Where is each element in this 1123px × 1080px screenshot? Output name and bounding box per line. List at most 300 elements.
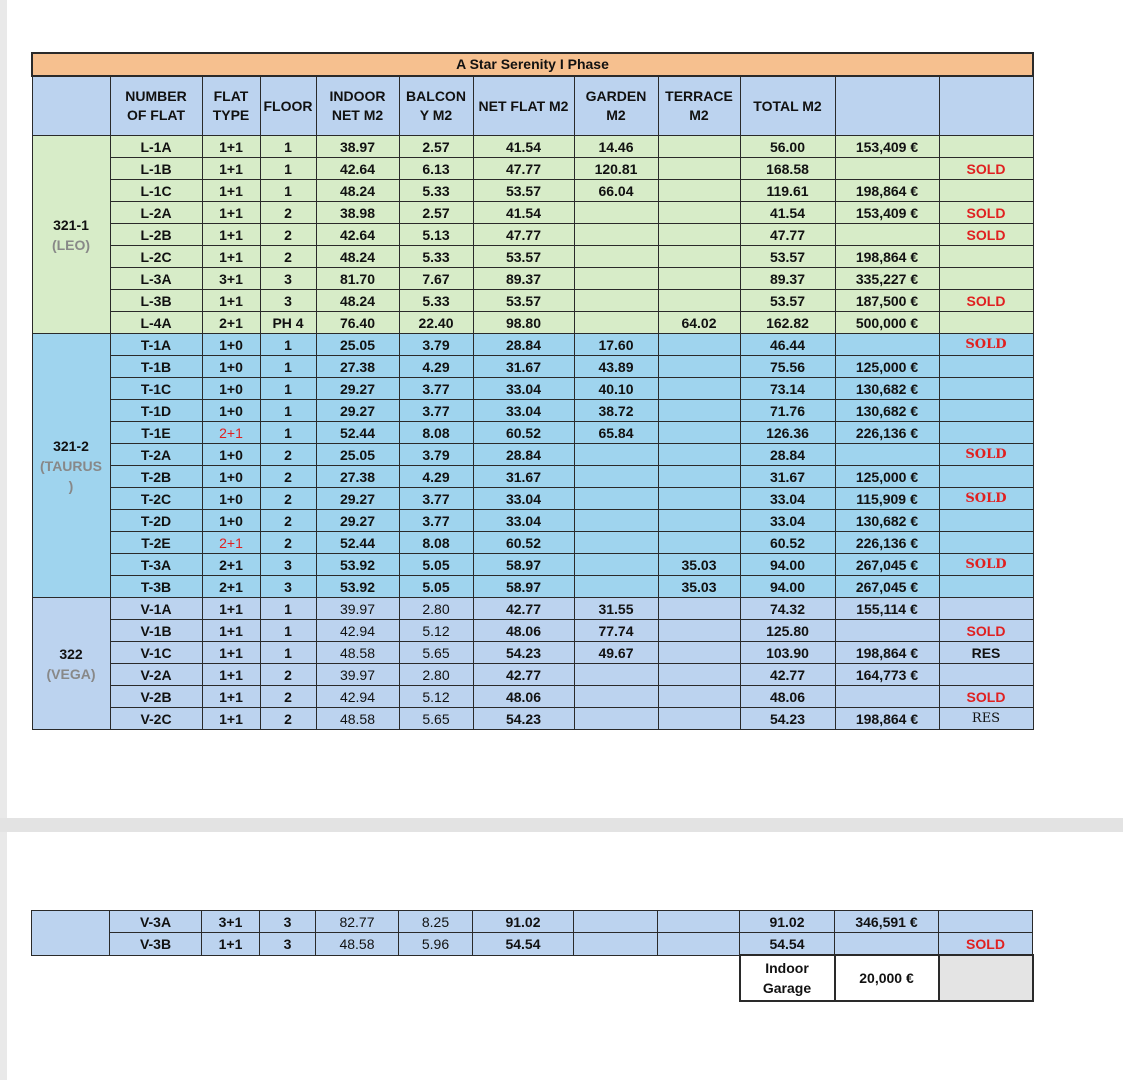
table-row — [32, 136, 1033, 158]
flat-number: V-2C — [110, 708, 202, 730]
floor: 2 — [260, 202, 316, 224]
flat-type: 1+0 — [202, 510, 260, 532]
table-row — [32, 686, 1033, 708]
indoor-net-m2: 48.58 — [316, 642, 399, 664]
status-badge — [939, 664, 1033, 686]
floor: 1 — [260, 598, 316, 620]
total-m2: 33.04 — [740, 510, 835, 532]
table-row — [32, 488, 1033, 510]
total-m2: 31.67 — [740, 466, 835, 488]
table-row — [32, 224, 1033, 246]
net-flat-m2: 33.04 — [473, 400, 574, 422]
price-table — [31, 52, 1034, 730]
indoor-net-m2: 81.70 — [316, 268, 399, 290]
indoor-net-m2: 52.44 — [316, 532, 399, 554]
flat-number: V-1C — [110, 642, 202, 664]
net-flat-m2: 47.77 — [473, 224, 574, 246]
price: 267,045 € — [835, 576, 939, 598]
garden-m2 — [574, 224, 658, 246]
table-row — [32, 466, 1033, 488]
indoor-net-m2: 48.58 — [316, 708, 399, 730]
flat-number: T-1A — [110, 334, 202, 356]
terrace-m2 — [658, 180, 740, 202]
garden-m2: 66.04 — [574, 180, 658, 202]
balcony-m2: 4.29 — [399, 466, 473, 488]
floor: 2 — [260, 488, 316, 510]
garden-m2: 40.10 — [574, 378, 658, 400]
table-row — [32, 933, 1033, 956]
indoor-net-m2: 29.27 — [316, 378, 399, 400]
flat-number: V-3A — [110, 911, 202, 933]
status-badge — [939, 268, 1033, 290]
price — [835, 224, 939, 246]
indoor-net-m2: 48.24 — [316, 246, 399, 268]
total-m2: 47.77 — [740, 224, 835, 246]
terrace-m2 — [658, 620, 740, 642]
floor: 2 — [260, 664, 316, 686]
balcony-m2: 5.65 — [399, 708, 473, 730]
balcony-m2: 2.80 — [399, 664, 473, 686]
price: 198,864 € — [835, 708, 939, 730]
price — [835, 933, 939, 956]
price: 155,114 € — [835, 598, 939, 620]
garden-m2 — [574, 510, 658, 532]
indoor-net-m2: 38.98 — [316, 202, 399, 224]
total-m2: 54.23 — [740, 708, 835, 730]
floor: 2 — [260, 510, 316, 532]
status-badge: RES — [939, 708, 1033, 730]
table-row — [32, 246, 1033, 268]
floor: 1 — [260, 422, 316, 444]
total-m2: 48.06 — [740, 686, 835, 708]
net-flat-m2: 53.57 — [473, 246, 574, 268]
floor: 1 — [260, 378, 316, 400]
total-m2: 162.82 — [740, 312, 835, 334]
net-flat-m2: 53.57 — [473, 290, 574, 312]
header-number: NUMBER OF FLAT — [110, 76, 202, 136]
terrace-m2 — [658, 911, 740, 933]
status-badge: SOLD — [939, 158, 1033, 180]
terrace-m2 — [658, 246, 740, 268]
terrace-m2 — [658, 510, 740, 532]
terrace-m2 — [658, 933, 740, 956]
net-flat-m2: 54.23 — [473, 642, 574, 664]
net-flat-m2: 42.77 — [473, 598, 574, 620]
table-row — [32, 642, 1033, 664]
indoor-net-m2: 48.24 — [316, 180, 399, 202]
total-m2: 71.76 — [740, 400, 835, 422]
net-flat-m2: 28.84 — [473, 334, 574, 356]
flat-type: 1+1 — [202, 620, 260, 642]
net-flat-m2: 98.80 — [473, 312, 574, 334]
table-row — [32, 554, 1033, 576]
price: 267,045 € — [835, 554, 939, 576]
status-badge — [939, 400, 1033, 422]
flat-type: 1+1 — [202, 933, 260, 956]
balcony-m2: 3.77 — [399, 488, 473, 510]
table-title: A Star Serenity I Phase — [32, 53, 1033, 76]
balcony-m2: 5.12 — [399, 686, 473, 708]
table-row — [32, 911, 1033, 933]
total-m2: 53.57 — [740, 246, 835, 268]
group-label-vega-continued — [32, 911, 110, 956]
status-badge: SOLD — [939, 202, 1033, 224]
status-badge: SOLD — [939, 224, 1033, 246]
garden-m2 — [574, 933, 658, 956]
flat-type: 2+1 — [202, 422, 260, 444]
total-m2: 46.44 — [740, 334, 835, 356]
garden-m2 — [574, 312, 658, 334]
balcony-m2: 3.77 — [399, 378, 473, 400]
total-m2: 73.14 — [740, 378, 835, 400]
terrace-m2 — [658, 400, 740, 422]
garden-m2: 14.46 — [574, 136, 658, 158]
terrace-m2 — [658, 334, 740, 356]
garden-m2 — [574, 532, 658, 554]
balcony-m2: 5.33 — [399, 290, 473, 312]
balcony-m2: 2.57 — [399, 136, 473, 158]
table-row — [32, 444, 1033, 466]
header-total: TOTAL M2 — [740, 76, 835, 136]
total-m2: 103.90 — [740, 642, 835, 664]
indoor-net-m2: 42.64 — [316, 224, 399, 246]
table-row — [32, 576, 1033, 598]
balcony-m2: 5.33 — [399, 180, 473, 202]
price — [835, 158, 939, 180]
group-code: 321-2 — [53, 437, 89, 454]
price: 226,136 € — [835, 422, 939, 444]
terrace-m2 — [658, 136, 740, 158]
balcony-m2: 5.33 — [399, 246, 473, 268]
flat-number: V-2A — [110, 664, 202, 686]
floor: 1 — [260, 136, 316, 158]
floor: 3 — [260, 576, 316, 598]
terrace-m2 — [658, 466, 740, 488]
balcony-m2: 5.65 — [399, 642, 473, 664]
flat-number: T-2C — [110, 488, 202, 510]
flat-type: 1+0 — [202, 488, 260, 510]
terrace-m2 — [658, 422, 740, 444]
terrace-m2 — [658, 686, 740, 708]
balcony-m2: 2.80 — [399, 598, 473, 620]
net-flat-m2: 41.54 — [473, 136, 574, 158]
flat-type: 2+1 — [202, 576, 260, 598]
floor: 1 — [260, 180, 316, 202]
flat-type: 1+1 — [202, 136, 260, 158]
total-m2: 33.04 — [740, 488, 835, 510]
floor: 1 — [260, 400, 316, 422]
indoor-net-m2: 25.05 — [316, 444, 399, 466]
floor: 1 — [260, 642, 316, 664]
table-row — [32, 202, 1033, 224]
table-row — [32, 334, 1033, 356]
table-row — [32, 510, 1033, 532]
flat-number: T-1B — [110, 356, 202, 378]
net-flat-m2: 54.54 — [473, 933, 574, 956]
garden-m2: 77.74 — [574, 620, 658, 642]
flat-number: T-2A — [110, 444, 202, 466]
price: 164,773 € — [835, 664, 939, 686]
flat-type: 1+1 — [202, 180, 260, 202]
total-m2: 89.37 — [740, 268, 835, 290]
garden-m2: 49.67 — [574, 642, 658, 664]
title-row — [32, 53, 1033, 76]
total-m2: 75.56 — [740, 356, 835, 378]
status-badge — [939, 422, 1033, 444]
flat-type: 1+1 — [202, 202, 260, 224]
total-m2: 94.00 — [740, 576, 835, 598]
balcony-m2: 5.05 — [399, 576, 473, 598]
flat-number: V-3B — [110, 933, 202, 956]
price — [835, 686, 939, 708]
indoor-net-m2: 29.27 — [316, 400, 399, 422]
header-status — [939, 76, 1033, 136]
floor: 2 — [260, 246, 316, 268]
price: 500,000 € — [835, 312, 939, 334]
indoor-net-m2: 27.38 — [316, 356, 399, 378]
garden-m2: 38.72 — [574, 400, 658, 422]
indoor-net-m2: 27.38 — [316, 466, 399, 488]
status-badge: SOLD — [939, 488, 1033, 510]
group-label-taurus — [32, 334, 110, 598]
flat-type: 1+0 — [202, 444, 260, 466]
flat-number: T-3A — [110, 554, 202, 576]
balcony-m2: 4.29 — [399, 356, 473, 378]
net-flat-m2: 58.97 — [473, 554, 574, 576]
floor: 1 — [260, 620, 316, 642]
floor: 2 — [260, 444, 316, 466]
indoor-net-m2: 39.97 — [316, 598, 399, 620]
garden-m2 — [574, 202, 658, 224]
status-badge: SOLD — [939, 554, 1033, 576]
flat-type: 2+1 — [202, 312, 260, 334]
garden-m2 — [574, 911, 658, 933]
flat-number: L-3A — [110, 268, 202, 290]
table-row — [32, 312, 1033, 334]
balcony-m2: 5.96 — [399, 933, 473, 956]
table-row — [32, 400, 1033, 422]
garden-m2: 17.60 — [574, 334, 658, 356]
net-flat-m2: 60.52 — [473, 532, 574, 554]
flat-number: V-2B — [110, 686, 202, 708]
terrace-m2 — [658, 664, 740, 686]
flat-number: T-2D — [110, 510, 202, 532]
status-badge — [939, 246, 1033, 268]
indoor-net-m2: 53.92 — [316, 554, 399, 576]
floor: 1 — [260, 334, 316, 356]
document-page-1 — [7, 0, 1123, 818]
flat-number: L-1A — [110, 136, 202, 158]
garage-label: Indoor Garage — [740, 955, 835, 1001]
status-badge — [939, 378, 1033, 400]
indoor-net-m2: 29.27 — [316, 488, 399, 510]
balcony-m2: 3.77 — [399, 400, 473, 422]
indoor-net-m2: 48.58 — [316, 933, 399, 956]
indoor-net-m2: 38.97 — [316, 136, 399, 158]
header-group — [32, 76, 110, 136]
flat-type: 1+1 — [202, 158, 260, 180]
balcony-m2: 5.12 — [399, 620, 473, 642]
indoor-net-m2: 82.77 — [316, 911, 399, 933]
total-m2: 74.32 — [740, 598, 835, 620]
balcony-m2: 6.13 — [399, 158, 473, 180]
price — [835, 444, 939, 466]
flat-type: 2+1 — [202, 554, 260, 576]
terrace-m2 — [658, 708, 740, 730]
floor: 3 — [260, 911, 316, 933]
garage-status — [939, 955, 1033, 1001]
terrace-m2 — [658, 290, 740, 312]
net-flat-m2: 33.04 — [473, 378, 574, 400]
total-m2: 91.02 — [740, 911, 835, 933]
terrace-m2: 35.03 — [658, 554, 740, 576]
floor: 2 — [260, 532, 316, 554]
terrace-m2 — [658, 356, 740, 378]
price: 130,682 € — [835, 510, 939, 532]
terrace-m2: 64.02 — [658, 312, 740, 334]
flat-number: T-1C — [110, 378, 202, 400]
status-badge: RES — [939, 642, 1033, 664]
price: 153,409 € — [835, 202, 939, 224]
price — [835, 620, 939, 642]
status-badge — [939, 312, 1033, 334]
table-row — [32, 532, 1033, 554]
status-badge — [939, 532, 1033, 554]
flat-type: 1+1 — [202, 290, 260, 312]
total-m2: 42.77 — [740, 664, 835, 686]
total-m2: 125.80 — [740, 620, 835, 642]
terrace-m2: 35.03 — [658, 576, 740, 598]
terrace-m2 — [658, 488, 740, 510]
total-m2: 94.00 — [740, 554, 835, 576]
table-row — [32, 664, 1033, 686]
price: 187,500 € — [835, 290, 939, 312]
garden-m2 — [574, 290, 658, 312]
price: 125,000 € — [835, 356, 939, 378]
table-row — [32, 620, 1033, 642]
status-badge — [939, 180, 1033, 202]
header-price — [835, 76, 939, 136]
flat-number: L-4A — [110, 312, 202, 334]
flat-number: L-1C — [110, 180, 202, 202]
net-flat-m2: 48.06 — [473, 686, 574, 708]
flat-type: 1+1 — [202, 664, 260, 686]
status-badge — [939, 356, 1033, 378]
group-label-leo — [32, 136, 110, 334]
total-m2: 53.57 — [740, 290, 835, 312]
garden-m2 — [574, 488, 658, 510]
net-flat-m2: 33.04 — [473, 488, 574, 510]
price: 198,864 € — [835, 642, 939, 664]
status-badge: SOLD — [939, 334, 1033, 356]
indoor-net-m2: 39.97 — [316, 664, 399, 686]
group-code: 321-1 — [53, 216, 89, 233]
header-balcony: BALCON Y M2 — [399, 76, 473, 136]
flat-type: 1+1 — [202, 708, 260, 730]
price: 130,682 € — [835, 400, 939, 422]
floor: 3 — [260, 268, 316, 290]
table-row — [32, 290, 1033, 312]
net-flat-m2: 42.77 — [473, 664, 574, 686]
flat-type: 3+1 — [202, 268, 260, 290]
header-net: NET FLAT M2 — [473, 76, 574, 136]
balcony-m2: 3.79 — [399, 444, 473, 466]
table-row — [32, 180, 1033, 202]
page-separator — [0, 818, 1123, 832]
balcony-m2: 5.05 — [399, 554, 473, 576]
net-flat-m2: 33.04 — [473, 510, 574, 532]
price — [835, 334, 939, 356]
header-garden: GARDEN M2 — [574, 76, 658, 136]
flat-type: 1+0 — [202, 400, 260, 422]
flat-number: V-1A — [110, 598, 202, 620]
terrace-m2 — [658, 532, 740, 554]
terrace-m2 — [658, 268, 740, 290]
total-m2: 60.52 — [740, 532, 835, 554]
terrace-m2 — [658, 378, 740, 400]
garden-m2 — [574, 554, 658, 576]
floor: 1 — [260, 356, 316, 378]
price: 125,000 € — [835, 466, 939, 488]
net-flat-m2: 91.02 — [473, 911, 574, 933]
balcony-m2: 2.57 — [399, 202, 473, 224]
flat-number: T-3B — [110, 576, 202, 598]
indoor-net-m2: 42.94 — [316, 620, 399, 642]
garden-m2: 65.84 — [574, 422, 658, 444]
indoor-net-m2: 25.05 — [316, 334, 399, 356]
garden-m2 — [574, 664, 658, 686]
balcony-m2: 8.25 — [399, 911, 473, 933]
terrace-m2 — [658, 642, 740, 664]
net-flat-m2: 31.67 — [473, 356, 574, 378]
total-m2: 168.58 — [740, 158, 835, 180]
balcony-m2: 5.13 — [399, 224, 473, 246]
flat-number: L-2C — [110, 246, 202, 268]
total-m2: 56.00 — [740, 136, 835, 158]
price: 198,864 € — [835, 180, 939, 202]
floor: PH 4 — [260, 312, 316, 334]
net-flat-m2: 48.06 — [473, 620, 574, 642]
floor: 2 — [260, 708, 316, 730]
status-badge: SOLD — [939, 290, 1033, 312]
price: 226,136 € — [835, 532, 939, 554]
flat-type: 1+1 — [202, 642, 260, 664]
terrace-m2 — [658, 598, 740, 620]
terrace-m2 — [658, 158, 740, 180]
status-badge — [939, 510, 1033, 532]
document-page-2 — [7, 832, 1123, 1080]
price: 115,909 € — [835, 488, 939, 510]
total-m2: 126.36 — [740, 422, 835, 444]
table-row — [32, 356, 1033, 378]
flat-type: 1+1 — [202, 246, 260, 268]
price: 198,864 € — [835, 246, 939, 268]
total-m2: 41.54 — [740, 202, 835, 224]
terrace-m2 — [658, 444, 740, 466]
flat-number: T-1E — [110, 422, 202, 444]
total-m2: 54.54 — [740, 933, 835, 956]
flat-number: L-3B — [110, 290, 202, 312]
garden-m2 — [574, 576, 658, 598]
price-table-continued — [31, 910, 1034, 1002]
net-flat-m2: 54.23 — [473, 708, 574, 730]
header-type: FLAT TYPE — [202, 76, 260, 136]
flat-number: V-1B — [110, 620, 202, 642]
terrace-m2 — [658, 202, 740, 224]
indoor-net-m2: 29.27 — [316, 510, 399, 532]
net-flat-m2: 53.57 — [473, 180, 574, 202]
header-indoor: INDOOR NET M2 — [316, 76, 399, 136]
